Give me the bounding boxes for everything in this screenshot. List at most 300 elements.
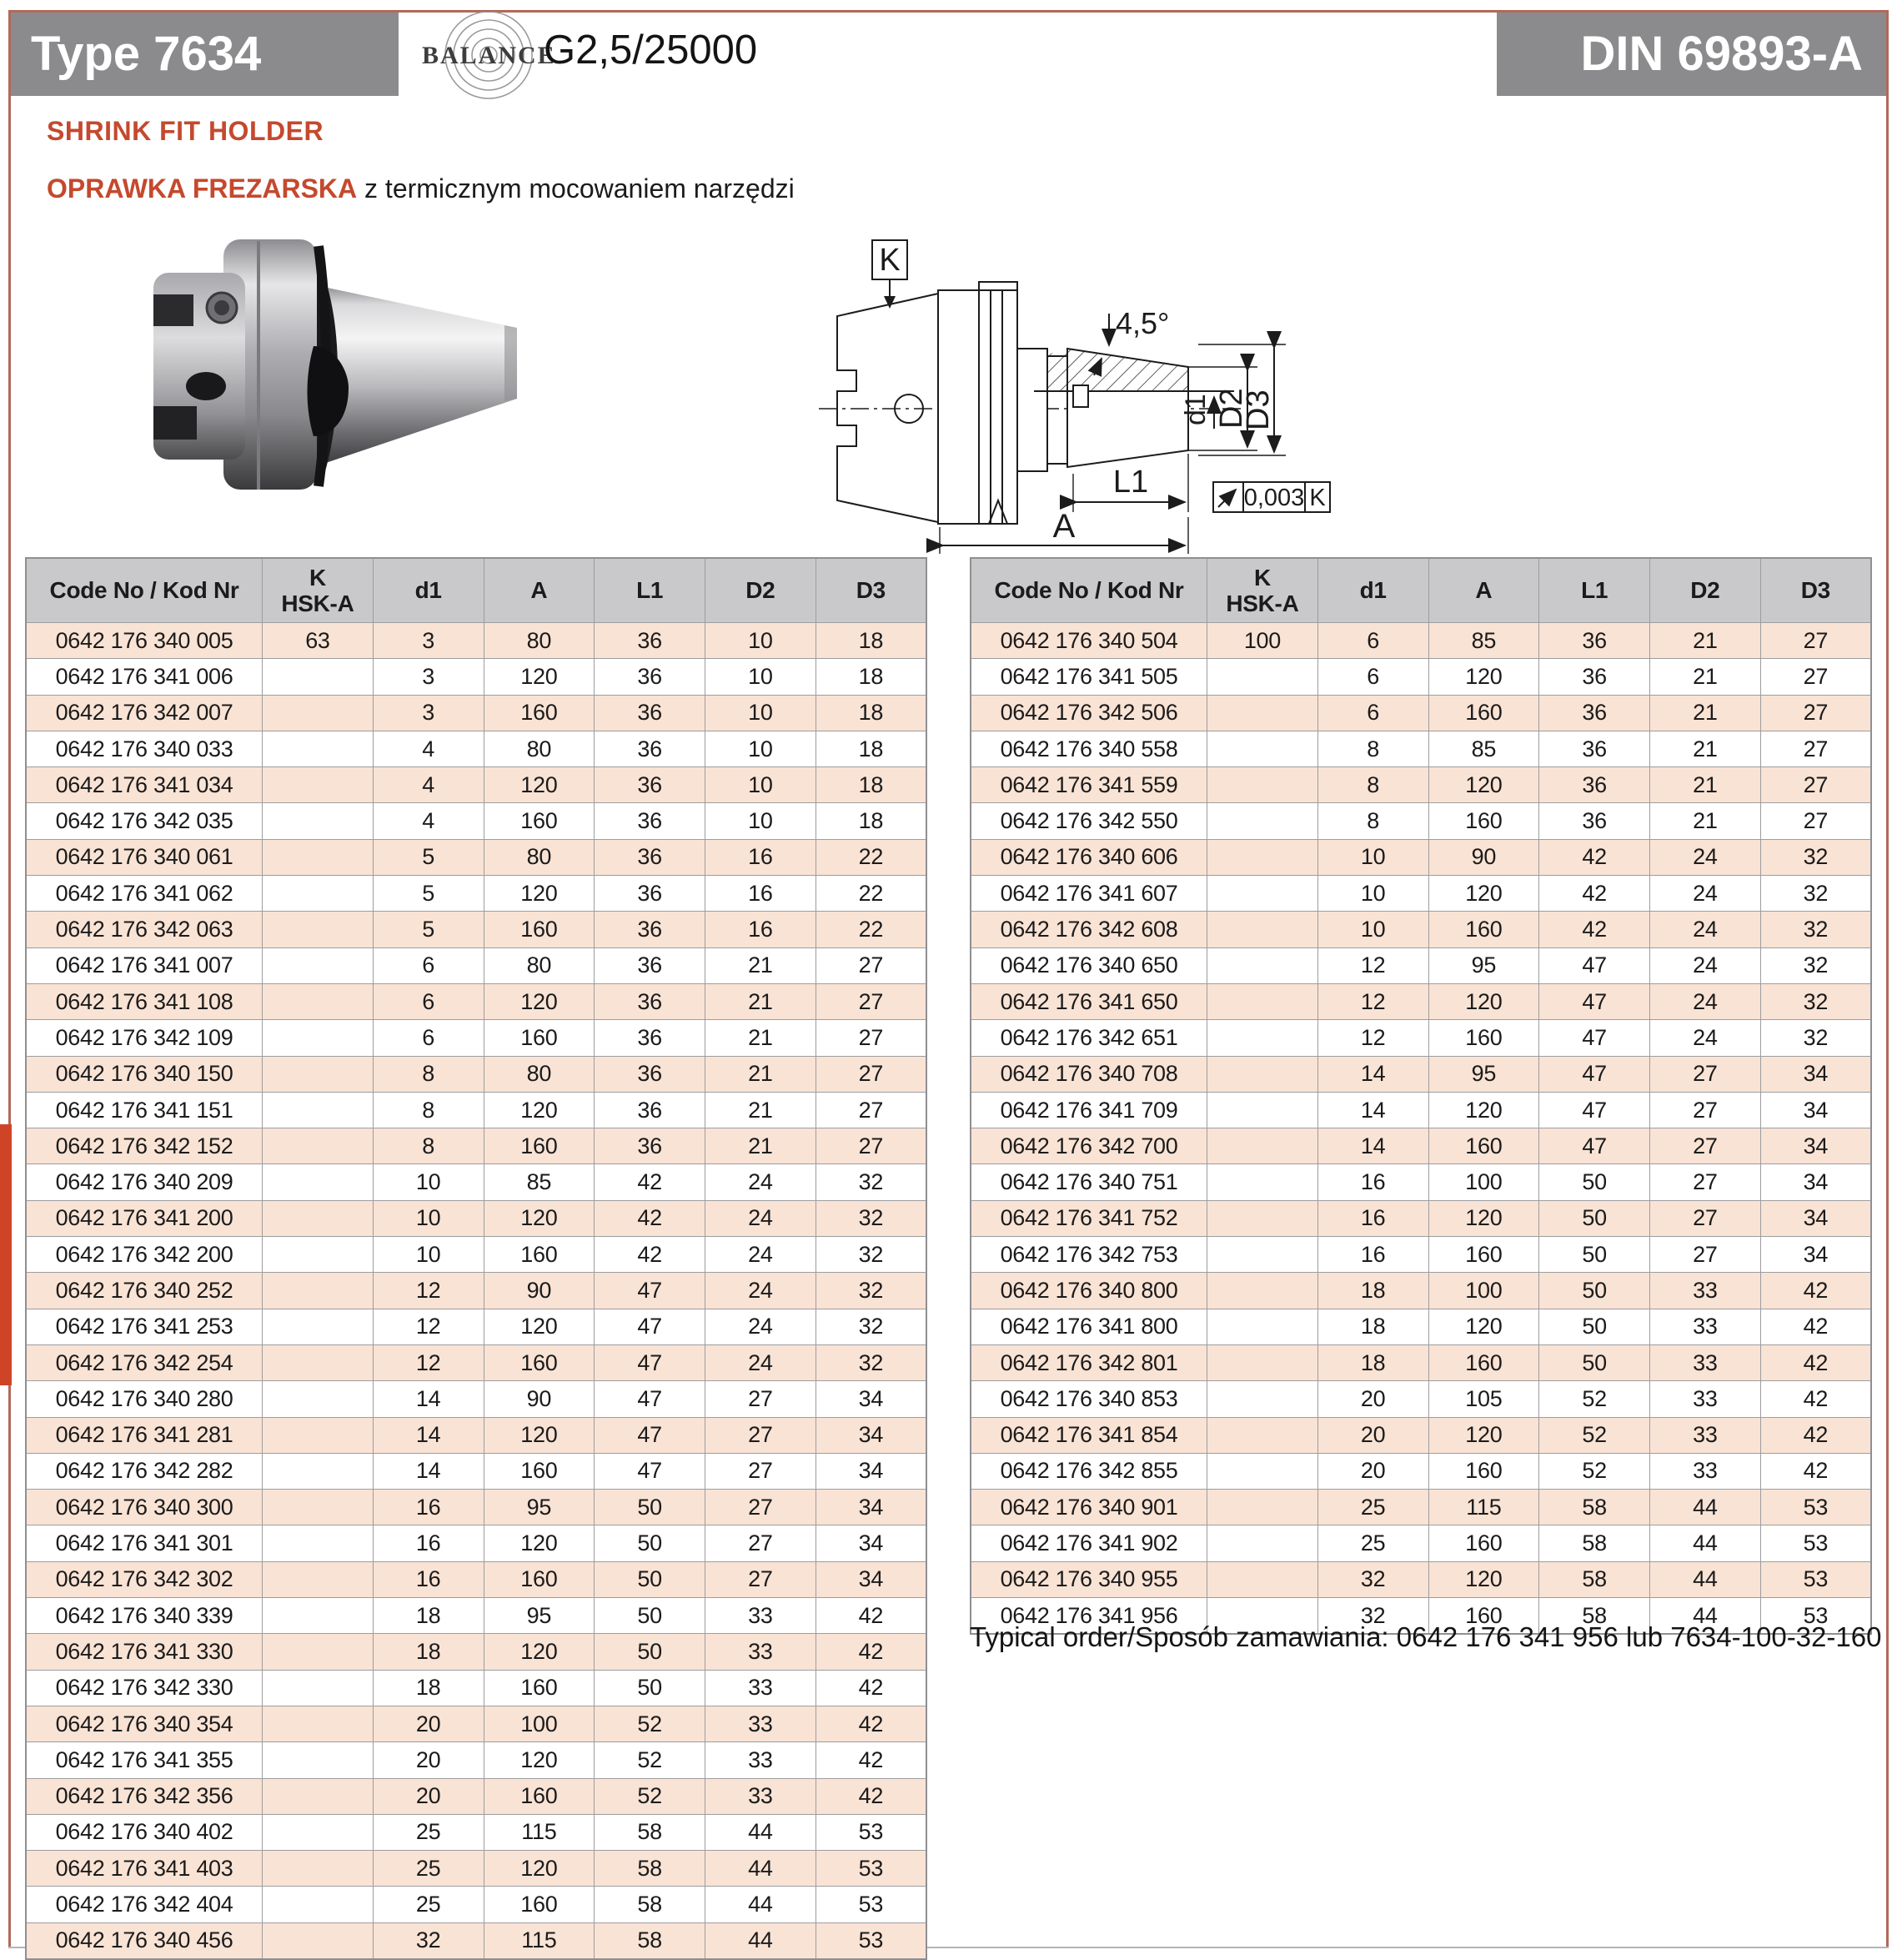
value-cell: 50 [595, 1670, 705, 1706]
value-cell: 50 [595, 1525, 705, 1561]
value-cell: 32 [816, 1200, 926, 1236]
value-cell: 33 [1649, 1381, 1760, 1417]
value-cell: 34 [816, 1453, 926, 1489]
value-cell: 27 [705, 1490, 816, 1525]
value-cell: 44 [1649, 1561, 1760, 1597]
value-cell: 47 [595, 1344, 705, 1380]
value-cell [263, 1200, 374, 1236]
value-cell: 33 [705, 1778, 816, 1814]
value-cell: 24 [1649, 947, 1760, 983]
value-cell [263, 1381, 374, 1417]
code-cell: 0642 176 341 355 [26, 1742, 263, 1778]
column-header: D3 [816, 558, 926, 623]
value-cell: 12 [1317, 947, 1428, 983]
value-cell: 160 [1428, 1237, 1539, 1273]
code-cell: 0642 176 342 302 [26, 1561, 263, 1597]
value-cell: 33 [1649, 1309, 1760, 1344]
value-cell: 24 [1649, 912, 1760, 947]
value-cell [263, 1851, 374, 1887]
value-cell: 42 [595, 1237, 705, 1273]
value-cell: 6 [1317, 623, 1428, 659]
value-cell: 42 [816, 1598, 926, 1634]
value-cell: 16 [373, 1525, 484, 1561]
value-cell: 5 [373, 839, 484, 875]
code-cell: 0642 176 341 403 [26, 1851, 263, 1887]
value-cell [1207, 1525, 1318, 1561]
code-cell: 0642 176 341 709 [971, 1092, 1207, 1128]
column-header: K HSK-A [1207, 558, 1318, 623]
value-cell [1207, 1453, 1318, 1489]
value-cell: 53 [1760, 1525, 1871, 1561]
table-row [971, 876, 1871, 912]
table-row [26, 1164, 926, 1200]
value-cell: 42 [816, 1706, 926, 1741]
code-cell: 0642 176 341 200 [26, 1200, 263, 1236]
code-cell: 0642 176 340 751 [971, 1164, 1207, 1200]
table-row [971, 1056, 1871, 1092]
dim-label-d1: d1 [1180, 394, 1212, 425]
code-cell: 0642 176 341 330 [26, 1634, 263, 1670]
value-cell: 32 [1317, 1598, 1428, 1635]
code-cell: 0642 176 342 506 [971, 695, 1207, 731]
code-cell: 0642 176 342 282 [26, 1453, 263, 1489]
value-cell [1207, 1490, 1318, 1525]
value-cell: 120 [1428, 767, 1539, 803]
value-cell: 42 [595, 1164, 705, 1200]
value-cell: 42 [816, 1670, 926, 1706]
table-row [26, 1200, 926, 1236]
value-cell: 160 [484, 1344, 595, 1380]
value-cell: 36 [595, 839, 705, 875]
code-cell: 0642 176 342 330 [26, 1670, 263, 1706]
value-cell: 34 [1760, 1164, 1871, 1200]
value-cell: 58 [595, 1814, 705, 1850]
value-cell: 160 [484, 1887, 595, 1922]
value-cell: 52 [1539, 1453, 1650, 1489]
value-cell: 24 [705, 1309, 816, 1344]
value-cell [263, 803, 374, 839]
value-cell [263, 1922, 374, 1959]
value-cell: 100 [1428, 1273, 1539, 1309]
type-label: Type 7634 [31, 27, 262, 81]
value-cell: 27 [705, 1417, 816, 1453]
value-cell: 32 [1760, 983, 1871, 1019]
value-cell: 47 [1539, 1056, 1650, 1092]
table-row [26, 1670, 926, 1706]
spec-table [970, 557, 1872, 1635]
value-cell: 160 [484, 1237, 595, 1273]
value-cell: 53 [1760, 1598, 1871, 1635]
value-cell: 36 [595, 659, 705, 695]
table-row [26, 1742, 926, 1778]
value-cell [263, 731, 374, 766]
table-row [971, 1417, 1871, 1453]
value-cell [263, 1092, 374, 1128]
value-cell: 10 [1317, 839, 1428, 875]
product-photo [125, 221, 525, 513]
value-cell: 42 [595, 1200, 705, 1236]
table-row [26, 1309, 926, 1344]
value-cell: 44 [705, 1887, 816, 1922]
column-header: L1 [595, 558, 705, 623]
value-cell [263, 1056, 374, 1092]
value-cell: 18 [1317, 1309, 1428, 1344]
value-cell: 6 [373, 947, 484, 983]
table-row [971, 912, 1871, 947]
code-cell: 0642 176 341 752 [971, 1200, 1207, 1236]
value-cell: 27 [1649, 1056, 1760, 1092]
value-cell: 58 [1539, 1598, 1650, 1635]
value-cell: 120 [1428, 1200, 1539, 1236]
code-cell: 0642 176 342 035 [26, 803, 263, 839]
value-cell: 50 [1539, 1273, 1650, 1309]
value-cell: 160 [484, 1778, 595, 1814]
value-cell: 16 [705, 876, 816, 912]
value-cell: 32 [816, 1237, 926, 1273]
value-cell: 34 [1760, 1056, 1871, 1092]
value-cell: 42 [1760, 1344, 1871, 1380]
value-cell [1207, 1128, 1318, 1164]
value-cell: 27 [816, 947, 926, 983]
value-cell: 120 [484, 1200, 595, 1236]
value-cell [263, 1814, 374, 1850]
balance-brand: BALANCE [422, 42, 556, 69]
value-cell [263, 767, 374, 803]
table-row [971, 1525, 1871, 1561]
value-cell [263, 659, 374, 695]
title-pl-rest: z termicznym mocowaniem narzędzi [357, 173, 795, 204]
value-cell: 160 [1428, 1453, 1539, 1489]
value-cell [1207, 1417, 1318, 1453]
code-cell: 0642 176 340 708 [971, 1056, 1207, 1092]
value-cell: 14 [1317, 1056, 1428, 1092]
value-cell: 33 [1649, 1344, 1760, 1380]
table-row [26, 1020, 926, 1056]
value-cell: 21 [705, 1056, 816, 1092]
value-cell: 24 [1649, 839, 1760, 875]
code-cell: 0642 176 340 061 [26, 839, 263, 875]
column-header: d1 [1317, 558, 1428, 623]
value-cell: 16 [1317, 1200, 1428, 1236]
code-cell: 0642 176 341 108 [26, 983, 263, 1019]
value-cell [1207, 1092, 1318, 1128]
value-cell: 20 [1317, 1453, 1428, 1489]
value-cell [1207, 1200, 1318, 1236]
value-cell: 160 [484, 1670, 595, 1706]
value-cell: 115 [484, 1814, 595, 1850]
table-row [26, 1344, 926, 1380]
value-cell: 24 [1649, 1020, 1760, 1056]
value-cell: 27 [1760, 731, 1871, 766]
value-cell: 47 [1539, 947, 1650, 983]
value-cell: 3 [373, 659, 484, 695]
value-cell: 120 [484, 1525, 595, 1561]
value-cell [1207, 695, 1318, 731]
din-label: DIN 69893-A [1580, 27, 1863, 81]
value-cell: 24 [705, 1200, 816, 1236]
value-cell: 16 [1317, 1237, 1428, 1273]
value-cell [1207, 659, 1318, 695]
spec-table-hsk100 [970, 557, 1872, 1635]
table-row [971, 983, 1871, 1019]
value-cell: 12 [373, 1344, 484, 1380]
code-cell: 0642 176 342 254 [26, 1344, 263, 1380]
value-cell [1207, 912, 1318, 947]
value-cell: 33 [705, 1706, 816, 1741]
value-cell: 53 [1760, 1561, 1871, 1597]
value-cell: 18 [816, 731, 926, 766]
value-cell: 120 [1428, 1309, 1539, 1344]
value-cell: 18 [816, 767, 926, 803]
value-cell: 120 [484, 767, 595, 803]
value-cell: 120 [484, 1851, 595, 1887]
value-cell: 14 [1317, 1092, 1428, 1128]
value-cell [263, 1887, 374, 1922]
column-header: D2 [705, 558, 816, 623]
table-row [971, 1237, 1871, 1273]
value-cell: 27 [1649, 1237, 1760, 1273]
value-cell: 18 [373, 1634, 484, 1670]
value-cell [1207, 1273, 1318, 1309]
value-cell: 42 [1539, 876, 1650, 912]
column-header: L1 [1539, 558, 1650, 623]
value-cell: 53 [816, 1887, 926, 1922]
value-cell: 120 [484, 1309, 595, 1344]
value-cell: 24 [1649, 876, 1760, 912]
table-row [26, 1778, 926, 1814]
value-cell: 18 [1317, 1273, 1428, 1309]
value-cell: 32 [816, 1273, 926, 1309]
value-cell: 120 [1428, 1417, 1539, 1453]
value-cell: 160 [484, 1020, 595, 1056]
value-cell: 120 [484, 1092, 595, 1128]
value-cell: 8 [1317, 767, 1428, 803]
value-cell: 95 [484, 1598, 595, 1634]
value-cell [263, 1128, 374, 1164]
table-row [26, 1237, 926, 1273]
code-cell: 0642 176 340 300 [26, 1490, 263, 1525]
value-cell: 44 [705, 1922, 816, 1959]
value-cell: 52 [1539, 1417, 1650, 1453]
value-cell: 95 [1428, 947, 1539, 983]
column-header: A [484, 558, 595, 623]
value-cell: 95 [1428, 1056, 1539, 1092]
value-cell: 18 [373, 1670, 484, 1706]
value-cell: 34 [816, 1525, 926, 1561]
value-cell: 10 [373, 1237, 484, 1273]
table-row [26, 1814, 926, 1850]
code-cell: 0642 176 341 800 [971, 1309, 1207, 1344]
value-cell: 34 [1760, 1200, 1871, 1236]
code-cell: 0642 176 341 006 [26, 659, 263, 695]
value-cell: 42 [1539, 839, 1650, 875]
value-cell [263, 1778, 374, 1814]
value-cell [1207, 1344, 1318, 1380]
tolerance-value: 0,003 [1243, 485, 1305, 511]
table-row [971, 659, 1871, 695]
table-row [971, 731, 1871, 766]
value-cell: 10 [705, 767, 816, 803]
value-cell: 36 [1539, 731, 1650, 766]
dimension-drawing [784, 207, 1338, 557]
value-cell: 85 [1428, 731, 1539, 766]
type-label-box [11, 13, 399, 96]
value-cell: 18 [373, 1598, 484, 1634]
code-cell: 0642 176 340 150 [26, 1056, 263, 1092]
value-cell: 36 [595, 1020, 705, 1056]
value-cell: 27 [1649, 1164, 1760, 1200]
value-cell: 16 [705, 839, 816, 875]
value-cell: 20 [1317, 1417, 1428, 1453]
value-cell: 160 [1428, 695, 1539, 731]
value-cell [263, 1237, 374, 1273]
value-cell: 58 [1539, 1525, 1650, 1561]
code-cell: 0642 176 340 853 [971, 1381, 1207, 1417]
value-cell: 80 [484, 623, 595, 659]
code-cell: 0642 176 341 062 [26, 876, 263, 912]
value-cell: 47 [595, 1417, 705, 1453]
table-row [26, 1525, 926, 1561]
table-row [971, 1561, 1871, 1597]
value-cell [1207, 803, 1318, 839]
value-cell: 36 [595, 912, 705, 947]
spec-table-hsk63 [25, 557, 927, 1960]
value-cell: 120 [484, 1634, 595, 1670]
column-header: A [1428, 558, 1539, 623]
value-cell: 10 [705, 623, 816, 659]
value-cell: 36 [595, 623, 705, 659]
value-cell [263, 839, 374, 875]
table-row [26, 1381, 926, 1417]
code-cell: 0642 176 341 559 [971, 767, 1207, 803]
value-cell: 27 [1760, 803, 1871, 839]
value-cell: 36 [1539, 659, 1650, 695]
value-cell: 24 [1649, 983, 1760, 1019]
table-row [26, 1561, 926, 1597]
value-cell: 27 [705, 1561, 816, 1597]
table-row [971, 1453, 1871, 1489]
code-cell: 0642 176 340 558 [971, 731, 1207, 766]
value-cell: 42 [1760, 1453, 1871, 1489]
value-cell: 80 [484, 1056, 595, 1092]
value-cell: 160 [1428, 912, 1539, 947]
value-cell: 6 [373, 983, 484, 1019]
value-cell: 42 [1760, 1381, 1871, 1417]
value-cell: 12 [1317, 1020, 1428, 1056]
value-cell: 22 [816, 876, 926, 912]
code-cell: 0642 176 341 854 [971, 1417, 1207, 1453]
value-cell: 21 [705, 947, 816, 983]
value-cell: 47 [595, 1273, 705, 1309]
value-cell: 120 [1428, 876, 1539, 912]
value-cell: 50 [595, 1598, 705, 1634]
page-right-rule [1886, 10, 1889, 1947]
column-header: Code No / Kod Nr [26, 558, 263, 623]
value-cell: 36 [595, 731, 705, 766]
value-cell: 120 [484, 659, 595, 695]
value-cell: 36 [1539, 695, 1650, 731]
code-cell: 0642 176 341 034 [26, 767, 263, 803]
angle-label: 4,5° [1116, 306, 1170, 340]
value-cell: 58 [1539, 1490, 1650, 1525]
table-row [971, 1490, 1871, 1525]
code-cell: 0642 176 342 200 [26, 1237, 263, 1273]
value-cell: 34 [816, 1381, 926, 1417]
value-cell: 58 [595, 1887, 705, 1922]
value-cell: 36 [595, 695, 705, 731]
column-header: K HSK-A [263, 558, 374, 623]
value-cell: 21 [1649, 731, 1760, 766]
table-header-row [971, 558, 1871, 623]
table-row [26, 1634, 926, 1670]
code-cell: 0642 176 340 005 [26, 623, 263, 659]
value-cell: 42 [816, 1778, 926, 1814]
code-cell: 0642 176 341 956 [971, 1598, 1207, 1635]
value-cell: 63 [263, 623, 374, 659]
value-cell: 34 [1760, 1237, 1871, 1273]
value-cell: 33 [705, 1670, 816, 1706]
value-cell: 160 [1428, 1525, 1539, 1561]
table-row [26, 1056, 926, 1092]
value-cell: 44 [1649, 1525, 1760, 1561]
table-row [26, 1417, 926, 1453]
table-row [971, 695, 1871, 731]
column-header: d1 [373, 558, 484, 623]
value-cell: 18 [1317, 1344, 1428, 1380]
value-cell: 10 [705, 731, 816, 766]
code-cell: 0642 176 342 700 [971, 1128, 1207, 1164]
value-cell: 27 [816, 983, 926, 1019]
table-row [971, 1164, 1871, 1200]
value-cell: 21 [1649, 623, 1760, 659]
value-cell: 100 [484, 1706, 595, 1741]
value-cell: 4 [373, 767, 484, 803]
spec-table [25, 557, 927, 1960]
table-row [26, 983, 926, 1019]
value-cell: 120 [1428, 983, 1539, 1019]
value-cell [263, 947, 374, 983]
table-row [971, 623, 1871, 659]
table-header-row [26, 558, 926, 623]
value-cell: 58 [1539, 1561, 1650, 1597]
value-cell [263, 1742, 374, 1778]
value-cell: 21 [1649, 767, 1760, 803]
value-cell: 10 [705, 695, 816, 731]
datum-k-label: K [879, 243, 901, 278]
value-cell [263, 1525, 374, 1561]
value-cell: 16 [373, 1561, 484, 1597]
code-cell: 0642 176 342 063 [26, 912, 263, 947]
value-cell: 10 [373, 1164, 484, 1200]
value-cell: 25 [1317, 1525, 1428, 1561]
value-cell: 32 [1317, 1561, 1428, 1597]
title-pl [47, 173, 795, 204]
value-cell: 120 [1428, 659, 1539, 695]
value-cell: 10 [1317, 912, 1428, 947]
value-cell: 8 [373, 1056, 484, 1092]
value-cell: 5 [373, 912, 484, 947]
value-cell: 42 [816, 1634, 926, 1670]
value-cell: 53 [816, 1922, 926, 1959]
table-row [971, 767, 1871, 803]
value-cell: 100 [1207, 623, 1318, 659]
value-cell [1207, 1381, 1318, 1417]
value-cell: 32 [373, 1922, 484, 1959]
value-cell: 18 [816, 695, 926, 731]
value-cell: 44 [1649, 1598, 1760, 1635]
code-cell: 0642 176 340 800 [971, 1273, 1207, 1309]
chapter-edge-tab [0, 1124, 12, 1385]
